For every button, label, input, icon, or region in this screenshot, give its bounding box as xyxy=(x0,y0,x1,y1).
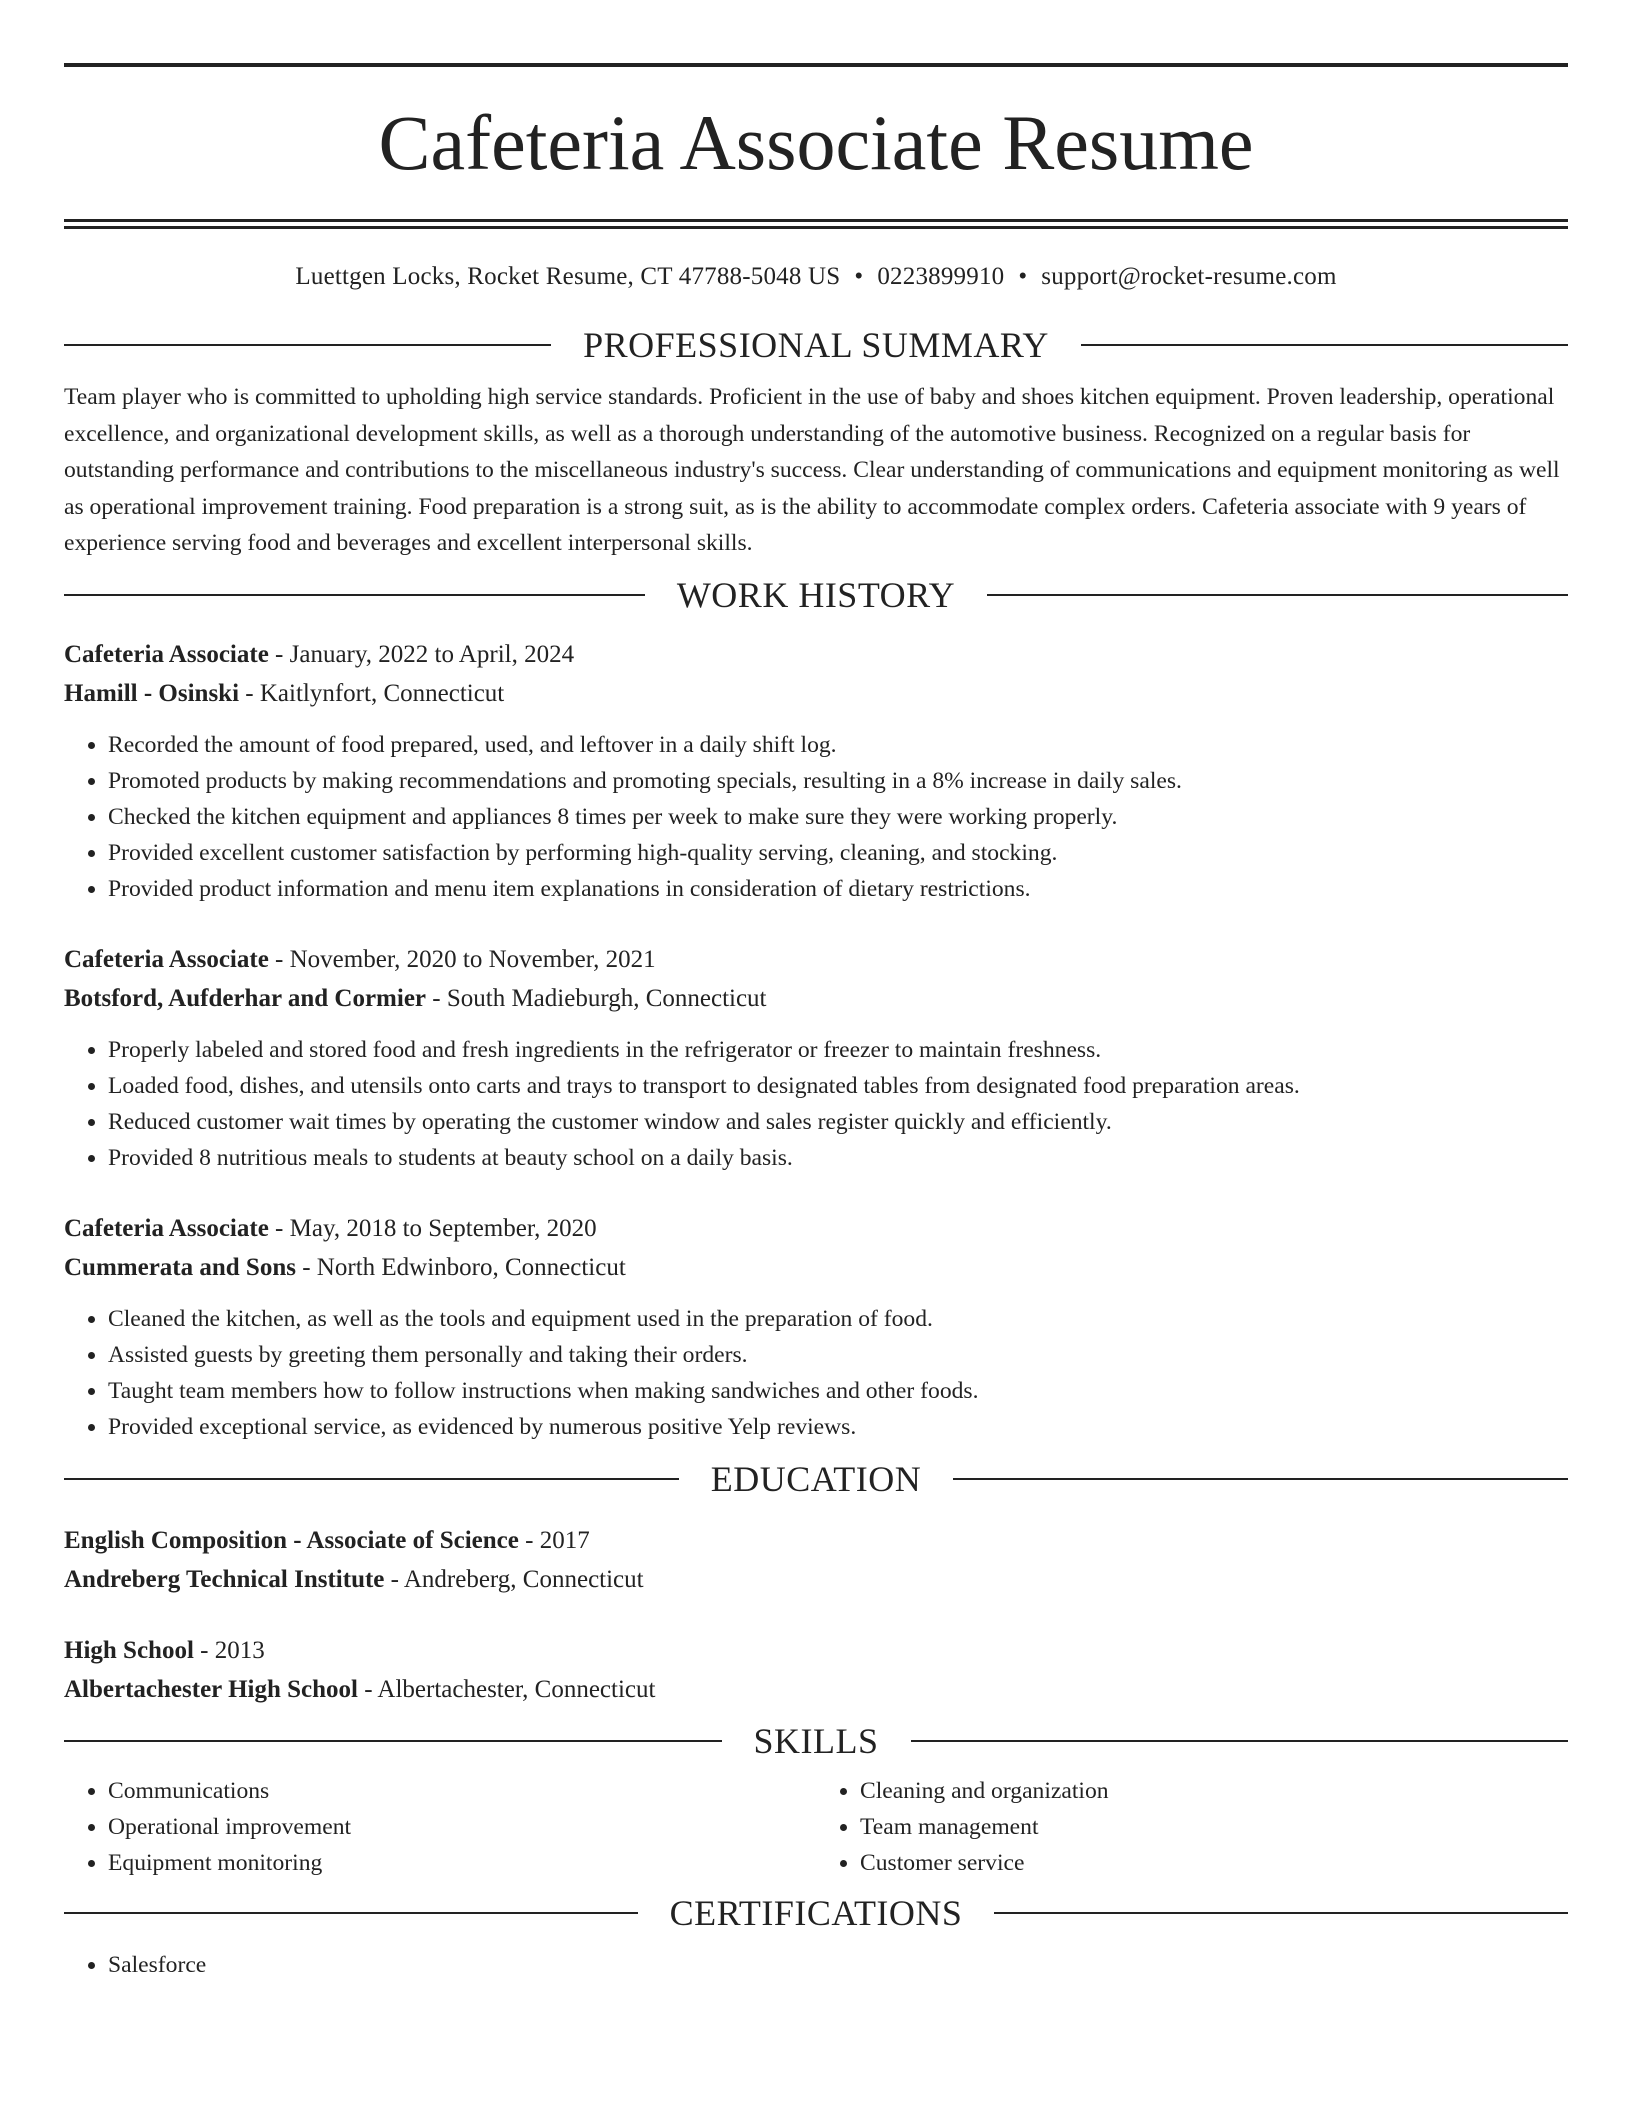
heading-rule xyxy=(64,344,551,346)
list-item: • Loaded food, dishes, and utensils onto carts and trays to transport to designated tables from designated food preparation areas. xyxy=(108,1068,1568,1104)
school-location: - Albertachester, Connecticut xyxy=(357,1675,656,1703)
job-dates: - November, 2020 to November, 2021 xyxy=(268,945,656,973)
job-company-line xyxy=(64,674,1568,713)
list-item: • Promoted products by making recommendations and promoting specials, resulting in a 8% increase in daily sales. xyxy=(108,763,1568,799)
degree-year: - 2017 xyxy=(518,1526,590,1554)
job-company: Cummerata and Sons xyxy=(64,1253,296,1281)
list-item: • Provided excellent customer satisfaction by performing high-quality serving, cleaning, and stocking. xyxy=(108,835,1568,871)
list-item: • Cleaned the kitchen, as well as the tools and equipment used in the preparation of food. xyxy=(108,1301,1568,1337)
heading-rule xyxy=(64,594,645,596)
job-title: Cafeteria Associate xyxy=(64,640,269,668)
heading-rule xyxy=(1081,344,1568,346)
job-title-line xyxy=(64,940,1568,979)
top-rule xyxy=(64,63,1568,67)
education-heading-label: EDUCATION xyxy=(710,1458,922,1499)
work-entry xyxy=(64,635,1568,907)
job-location: - South Madieburgh, Connecticut xyxy=(426,984,767,1012)
certifications-heading-label: CERTIFICATIONS xyxy=(669,1892,963,1933)
school-line xyxy=(64,1560,1568,1599)
list-item: • Provided product information and menu item explanations in consideration of dietary restrictions. xyxy=(108,871,1568,907)
degree-line xyxy=(64,1631,1568,1670)
list-item: • Taught team members how to follow instructions when making sandwiches and other foods. xyxy=(108,1373,1568,1409)
work-heading-label: WORK HISTORY xyxy=(676,574,956,615)
list-item: • Checked the kitchen equipment and appliances 8 times per week to make sure they were working properly. xyxy=(108,799,1568,835)
certifications-heading xyxy=(64,1893,1568,1933)
skill-item: • Communications xyxy=(108,1773,816,1809)
school: Albertachester High School xyxy=(64,1675,358,1703)
heading-rule xyxy=(994,1912,1568,1914)
skills-heading-label: SKILLS xyxy=(753,1720,879,1761)
job-location: - Kaitlynfort, Connecticut xyxy=(239,679,505,707)
contact-email: support@rocket-resume.com xyxy=(1041,263,1337,290)
job-bullets xyxy=(64,1301,1568,1445)
heading-rule xyxy=(911,1740,1569,1742)
job-title-line xyxy=(64,635,1568,674)
job-title: Cafeteria Associate xyxy=(64,945,269,973)
work-entry xyxy=(64,1209,1568,1445)
contact-separator: • xyxy=(854,263,864,290)
summary-heading xyxy=(64,325,1568,365)
skill-item: • Team management xyxy=(860,1809,1568,1845)
skill-item: • Equipment monitoring xyxy=(108,1845,816,1881)
job-dates: - May, 2018 to September, 2020 xyxy=(268,1214,597,1242)
skills-heading xyxy=(64,1721,1568,1761)
list-item: • Reduced customer wait times by operating the customer window and sales register quickly and efficiently. xyxy=(108,1104,1568,1140)
job-bullets xyxy=(64,727,1568,907)
job-bullets xyxy=(64,1032,1568,1176)
list-item: • Properly labeled and stored food and fresh ingredients in the refrigerator or freezer to maintain freshness. xyxy=(108,1032,1568,1068)
education-entry xyxy=(64,1521,1568,1599)
heading-rule xyxy=(64,1912,638,1914)
school-location: - Andreberg, Connecticut xyxy=(384,1565,644,1593)
list-item: • Provided 8 nutritious meals to students at beauty school on a daily basis. xyxy=(108,1140,1568,1176)
contact-line xyxy=(64,261,1568,293)
job-title-line xyxy=(64,1209,1568,1248)
contact-separator: • xyxy=(1018,263,1028,290)
list-item: • Assisted guests by greeting them personally and taking their orders. xyxy=(108,1337,1568,1373)
skill-item: • Cleaning and organization xyxy=(860,1773,1568,1809)
summary-text: Team player who is committed to upholding high service standards. Proficient in the use of baby and shoes kitchen equipment. Proven leadership, operational excellence, and organizational development skills, as well as a thorough understanding of the automotive business. Recognized on a regular basis for outstanding performance and contributions to the miscellaneous industry's success. Clear understanding of communications and equipment monitoring as well as operational improvement training. Food preparation is a strong suit, as is the ability to accommodate complex orders. Cafeteria associate with 9 years of experience serving food and beverages and excellent interpersonal skills. xyxy=(64,384,1560,557)
school: Andreberg Technical Institute xyxy=(64,1565,385,1593)
job-company-line xyxy=(64,1248,1568,1287)
skill-item: • Operational improvement xyxy=(108,1809,816,1845)
degree-year: - 2013 xyxy=(193,1636,265,1664)
job-dates: - January, 2022 to April, 2024 xyxy=(268,640,575,668)
contact-phone: 0223899910 xyxy=(877,263,1005,290)
skill-item: • Customer service xyxy=(860,1845,1568,1881)
job-company: Botsford, Aufderhar and Cormier xyxy=(64,984,427,1012)
job-company: Hamill - Osinski xyxy=(64,679,240,707)
job-title: Cafeteria Associate xyxy=(64,1214,269,1242)
list-item: • Provided exceptional service, as evidenced by numerous positive Yelp reviews. xyxy=(108,1409,1568,1445)
job-location: - North Edwinboro, Connecticut xyxy=(295,1253,626,1281)
degree-line xyxy=(64,1521,1568,1560)
skills-column-left xyxy=(64,1773,816,1881)
skills-list xyxy=(64,1773,1568,1881)
resume-title: Cafeteria Associate Resume xyxy=(378,99,1254,186)
heading-rule xyxy=(64,1740,722,1742)
degree: High School xyxy=(64,1636,194,1664)
heading-rule xyxy=(987,594,1568,596)
certification-item: • Salesforce xyxy=(108,1947,1568,1983)
degree: English Composition - Associate of Science xyxy=(64,1526,519,1554)
job-company-line xyxy=(64,979,1568,1018)
certifications-list xyxy=(64,1947,1568,1983)
education-entry xyxy=(64,1631,1568,1709)
summary-heading-label: PROFESSIONAL SUMMARY xyxy=(583,325,1049,365)
title-double-rule xyxy=(64,219,1568,229)
skills-column-right xyxy=(816,1773,1568,1881)
heading-rule xyxy=(953,1478,1568,1480)
school-line xyxy=(64,1670,1568,1709)
work-entry xyxy=(64,940,1568,1176)
heading-rule xyxy=(64,1478,679,1480)
education-heading xyxy=(64,1459,1568,1499)
list-item: • Recorded the amount of food prepared, used, and leftover in a daily shift log. xyxy=(108,727,1568,763)
contact-address: Luettgen Locks, Rocket Resume, CT 47788-5048 US xyxy=(295,263,841,290)
work-heading xyxy=(64,575,1568,615)
